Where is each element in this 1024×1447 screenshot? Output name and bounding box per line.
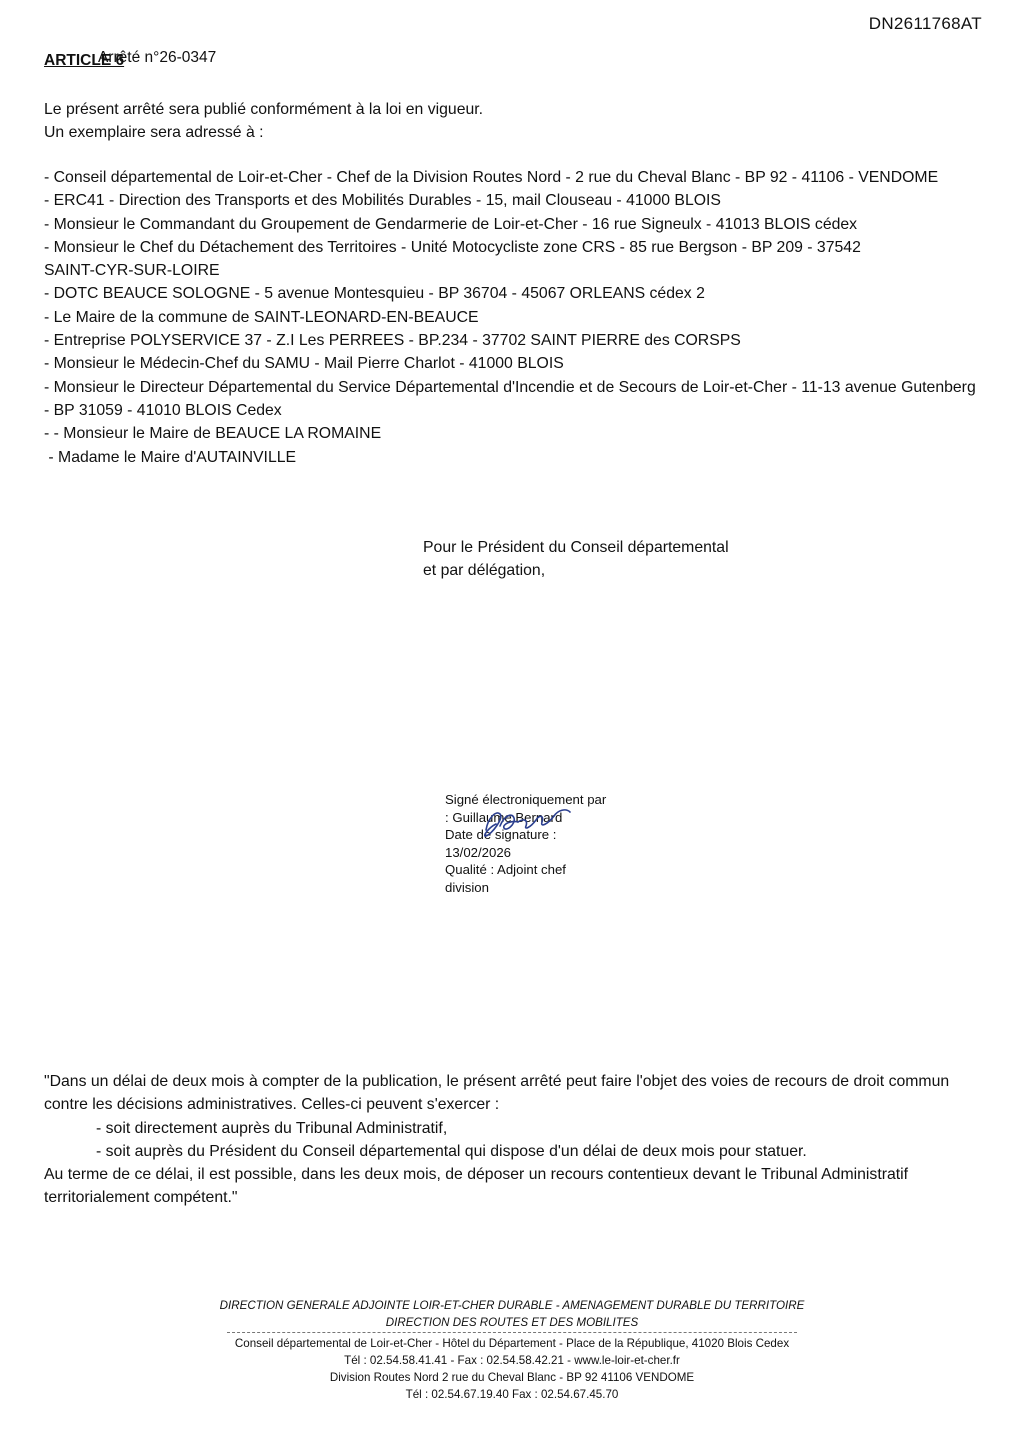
recipient-item: - Monsieur le Médecin-Chef du SAMU - Mail Pierre Charlot - 41000 BLOIS xyxy=(44,355,564,373)
recipient-list xyxy=(44,166,984,469)
appeal-line: Au terme de ce délai, il est possible, dans les deux mois, de déposer un recours contentieux devant le Tribunal Administratif xyxy=(44,1166,909,1184)
esign-line: Date de signature : xyxy=(445,827,557,843)
document-reference: DN2611768AT xyxy=(868,14,982,33)
article-heading: ARTICLE 6 xyxy=(44,52,125,69)
arrete-number: Arrêté n°26-0347 xyxy=(98,49,217,66)
recipient-item: - ERC41 - Direction des Transports et des Mobilités Durables - 15, mail Clouseau - 41000 BLOIS xyxy=(44,192,721,210)
handwritten-signature-icon xyxy=(478,800,578,840)
esign-line: Qualité : Adjoint chef xyxy=(445,862,566,878)
delegation-line: Pour le Président du Conseil départemental xyxy=(423,539,729,556)
intro-line: Un exemplaire sera adressé à : xyxy=(44,124,264,142)
esign-line: division xyxy=(445,879,489,895)
appeal-option: - soit directement auprès du Tribunal Administratif, xyxy=(96,1119,448,1137)
appeal-line: contre les décisions administratives. Celles-ci peuvent s'exercer : xyxy=(44,1096,500,1114)
footer-divider xyxy=(227,1332,797,1333)
recipient-item: - Conseil départemental de Loir-et-Cher - Chef de la Division Routes Nord - 2 rue du Cheval Blanc - BP 92 - 41106 - VENDOME xyxy=(44,169,939,186)
intro-line: Le présent arrêté sera publié conformément à la loi en vigueur. xyxy=(44,101,484,118)
appeal-option: - soit auprès du Président du Conseil départemental qui dispose d'un délai de deux mois pour statuer. xyxy=(96,1142,807,1160)
recipient-item: - Monsieur le Chef du Détachement des Territoires - Unité Motocycliste zone CRS - 85 rue Bergson - BP 209 - 37542 xyxy=(44,238,861,256)
appeal-line: "Dans un délai de deux mois à compter de la publication, le présent arrêté peut faire l'objet des voies de recours de droit commun xyxy=(44,1073,950,1090)
esign-line: Signé électroniquement par xyxy=(445,792,607,807)
footer-division-contact: Tél : 02.54.67.19.40 Fax : 02.54.67.45.70 xyxy=(405,1388,619,1401)
delegation-line: et par délégation, xyxy=(423,562,546,580)
recipient-item: - Madame le Maire d'AUTAINVILLE xyxy=(44,448,297,466)
footer-direction: DIRECTION DES ROUTES ET DES MOBILITES xyxy=(385,1316,639,1329)
footer-department: DIRECTION GENERALE ADJOINTE LOIR-ET-CHER DURABLE - AMENAGEMENT DURABLE DU TERRITOIRE xyxy=(219,1299,805,1312)
recipient-item: - Monsieur le Commandant du Groupement de Gendarmerie de Loir-et-Cher - 16 rue Signeulx - 41013 BLOIS cédex xyxy=(44,215,858,233)
esign-line: : Guillaume Bernard xyxy=(445,809,563,825)
signature-delegation xyxy=(423,536,729,583)
intro-paragraph xyxy=(44,98,483,145)
recipient-item: - DOTC BEAUCE SOLOGNE - 5 avenue Montesquieu - BP 36704 - 45067 ORLEANS cédex 2 xyxy=(44,285,705,303)
footer-contact: Tél : 02.54.58.41.41 - Fax : 02.54.58.42.21 - www.le-loir-et-cher.fr xyxy=(344,1354,680,1367)
recipient-item: SAINT-CYR-SUR-LOIRE xyxy=(44,262,220,280)
recipient-item: - Le Maire de la commune de SAINT-LEONARD-EN-BEAUCE xyxy=(44,308,479,326)
recipient-item: - - Monsieur le Maire de BEAUCE LA ROMAINE xyxy=(44,425,382,443)
footer-division: Division Routes Nord 2 rue du Cheval Blanc - BP 92 41106 VENDOME xyxy=(329,1371,695,1384)
appeal-line: territorialement compétent." xyxy=(44,1189,238,1207)
esign-line: 13/02/2026 xyxy=(445,844,512,860)
recipient-item: - BP 31059 - 41010 BLOIS Cedex xyxy=(44,401,282,419)
recipient-item: - Entreprise POLYSERVICE 37 - Z.I Les PERREES - BP.234 - 37702 SAINT PIERRE des CORSPS xyxy=(44,332,741,350)
page-footer xyxy=(0,1297,1024,1403)
footer-address: Conseil départemental de Loir-et-Cher - Hôtel du Département - Place de la République, 41020 Blois Cedex xyxy=(234,1337,790,1350)
recipient-item: - Monsieur le Directeur Départemental du Service Départemental d'Incendie et de Secours de Loir-et-Cher - 11-13 avenue Gutenberg xyxy=(44,378,976,396)
appeal-notice xyxy=(44,1070,984,1210)
